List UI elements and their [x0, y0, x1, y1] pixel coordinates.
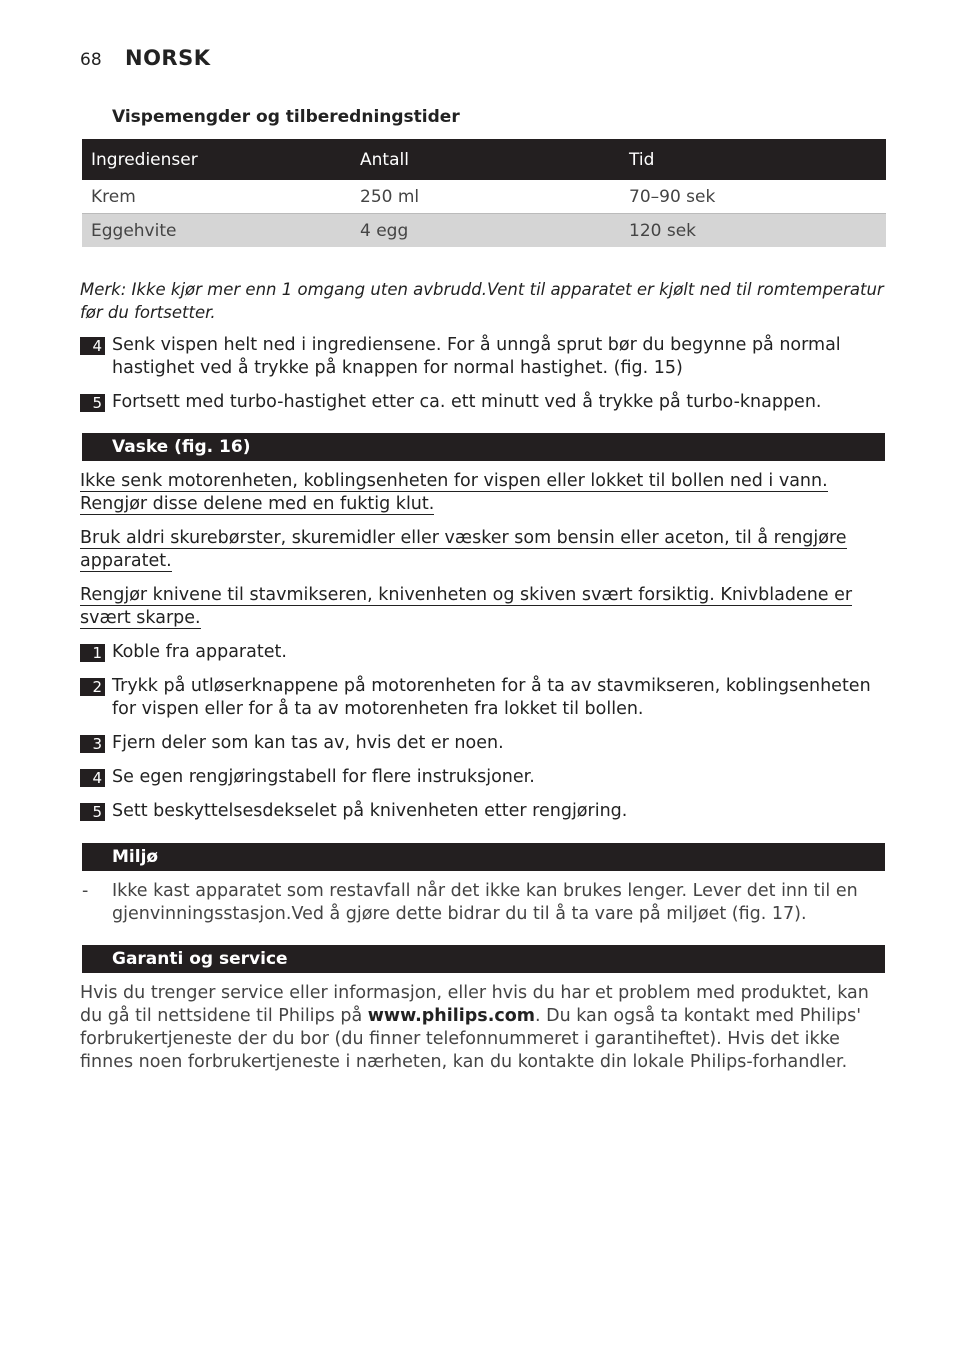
- step-number: 3: [80, 735, 105, 753]
- step-item: [80, 800, 886, 823]
- warning-text: Ikke senk motorenheten, koblingsenheten for vispen eller lokket til bollen ned i vann. Rengjør disse delene med en fuktig klut.: [80, 471, 828, 514]
- step-number: 5: [80, 394, 105, 412]
- table-cell: 250 ml: [351, 180, 620, 214]
- section-heading-environment: Miljø: [82, 843, 885, 871]
- step-item: [80, 641, 886, 664]
- warranty-paragraph: Hvis du trenger service eller informasjon, eller hvis du har et problem med produktet, kan du gå til nettsidene til Philips på www.philips.com. Du kan også ta kontakt med Philips' forbrukertjeneste der du bor (du finner telefonnummeret i garantiheftet). Hvis det ikke finnes noen forbrukertjeneste i nærheten, kan du kontakte din lokale Philips-forhandler.: [80, 983, 869, 1072]
- step-number: 2: [80, 678, 105, 696]
- page-number: 68: [80, 50, 102, 70]
- table-header-row: [82, 139, 886, 180]
- table-cell: 120 sek: [620, 214, 886, 248]
- step-text: Senk vispen helt ned i ingrediensene. For å unngå sprut bør du begynne på normal hastighet ved å trykke på knappen for normal hastighet. (fig. 15): [112, 335, 841, 378]
- step-text: Fortsett med turbo-hastighet etter ca. ett minutt ved å trykke på turbo-knappen.: [112, 392, 822, 412]
- warning-text: Rengjør knivene til stavmikseren, knivenheten og skiven svært forsiktig. Knivbladene er svært skarpe.: [80, 585, 853, 628]
- table-row: [82, 214, 886, 248]
- table-cell: Krem: [82, 180, 351, 214]
- step-text: Sett beskyttelsesdekselet på knivenheten etter rengjøring.: [112, 801, 628, 821]
- table-title: Vispemengder og tilberedningstider: [112, 107, 460, 127]
- philips-link[interactable]: www.philips.com: [367, 1006, 535, 1026]
- step-item: [80, 391, 886, 414]
- step-text: Trykk på utløserknappene på motorenheten for å ta av stavmikseren, koblingsenheten for vispen eller for å ta av motorenheten fra lokket til bollen.: [112, 676, 871, 719]
- column-header: Ingredienser: [82, 139, 351, 180]
- step-text: Fjern deler som kan tas av, hvis det er noen.: [112, 733, 504, 753]
- list-item-text: Ikke kast apparatet som restavfall når det ikke kan brukes lenger. Lever det inn til en gjenvinningsstasjon.Ved å gjøre dette bidrar du til å ta vare på miljøet (fig. 17).: [112, 881, 858, 924]
- section-heading-cleaning: Vaske (fig. 16): [82, 433, 885, 461]
- step-number: 5: [80, 803, 105, 821]
- table-cell: 4 egg: [351, 214, 620, 248]
- language-heading: NORSK: [125, 46, 211, 70]
- whisk-table: [82, 139, 886, 247]
- step-item: [80, 675, 886, 721]
- step-number: 4: [80, 337, 105, 355]
- step-text: Se egen rengjøringstabell for flere instruksjoner.: [112, 767, 535, 787]
- warning-text: Bruk aldri skurebørster, skuremidler eller væsker som bensin eller aceton, til å rengjøre apparatet.: [80, 528, 847, 571]
- step-item: [80, 766, 886, 789]
- table-cell: Eggehvite: [82, 214, 351, 248]
- list-dash: -: [82, 881, 89, 901]
- column-header: Antall: [351, 139, 620, 180]
- step-item: [80, 732, 886, 755]
- list-item: [80, 880, 886, 926]
- note-text: Merk: Ikke kjør mer enn 1 omgang uten avbrudd.Vent til apparatet er kjølt ned til romtemperatur før du fortsetter.: [80, 280, 884, 322]
- step-number: 1: [80, 644, 105, 662]
- step-item: [80, 334, 886, 380]
- table-row: [82, 180, 886, 214]
- table-cell: 70–90 sek: [620, 180, 886, 214]
- step-text: Koble fra apparatet.: [112, 642, 287, 662]
- section-heading-warranty: Garanti og service: [82, 945, 885, 973]
- step-number: 4: [80, 769, 105, 787]
- column-header: Tid: [620, 139, 886, 180]
